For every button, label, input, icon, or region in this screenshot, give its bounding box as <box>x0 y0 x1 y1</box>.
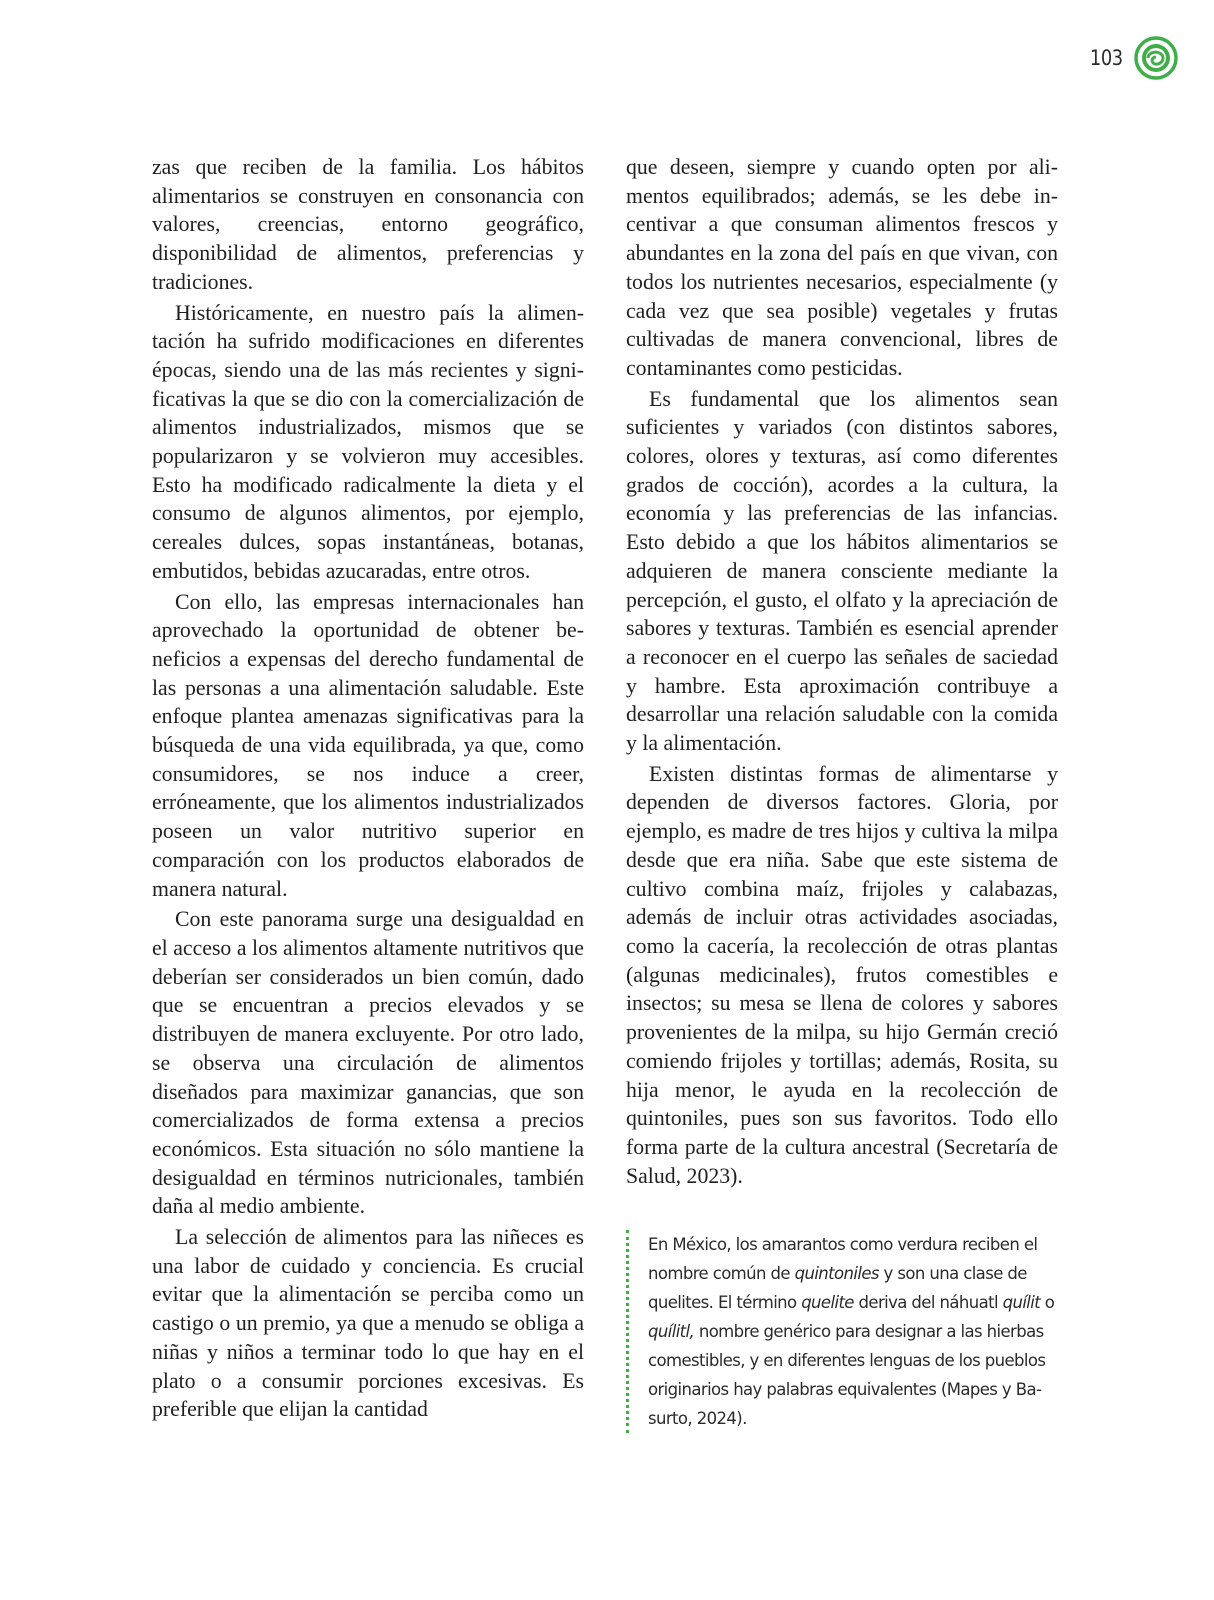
paragraph: La selección de alimentos para las niñeces es una labor de cuidado y conciencia. Es crucial evitar que la alimentación se perciba como un castigo o un premio, ya que a menudo se obliga a niñas y niños a terminar todo lo que hay en el plato o a consumir porciones excesivas. Es preferible que elijan la cantidad <box>152 1225 584 1422</box>
page-header <box>1087 36 1178 80</box>
page-number: 103 <box>1090 46 1124 70</box>
paragraph: Es fundamental que los alimentos sean suficientes y variados (con distintos sabores, colores, olores y texturas, así como diferentes grados de cocción), acordes a la cultura, la economía y las preferencias de las infancias. Esto debido a que los hábitos alimentarios se adquieren de manera consciente mediante la percepción, el gusto, el olfato y la apreciación de sabores y texturas. También es esencial aprender a reconocer en el cuerpo las señales de saciedad y hambre. Esta aproximación contribuye a desarrollar una relación saludable con la comida y la alimentación. <box>626 386 1058 756</box>
right-column <box>626 153 1058 1190</box>
paragraph: Existen distintas formas de alimentarse y dependen de diversos factores. Gloria, por ejemplo, es madre de tres hijos y cultiva la milpa desde que era niña. Sabe que este sistema de cultivo combina maíz, frijoles y calabazas, además de incluir otras actividades asociadas, como la cacería, la recolección de otras plantas (algunas medicinales), frutos comestibles e insectos; su mesa se llena de colores y sabores provenientes de la milpa, su hijo Germán creció comiendo frijoles y tortillas; además, Rosita, su hija menor, le ayuda en la recolección de quintoniles, pues son sus favoritos. Todo ello forma parte de la cultura ancestral (Secretaría de Salud, 2023). <box>626 761 1058 1188</box>
paragraph: Con ello, las empresas internacionales han aprovechado la oportunidad de obtener beneficios a expensas del derecho fundamental de las personas a una alimentación saludable. Este enfoque plantea amenazas significativas para la búsqueda de una vida equilibrada, ya que, como consumidores, se nos induce a creer, erróneamente, que los alimentos industrializados poseen un valor nutritivo superior en comparación con los productos elaborados de manera natural. <box>152 589 584 901</box>
note-text: En México, los amarantos como verdura reciben el nombre común de quintoniles y son una clase de quelites. El término quelite deriva del náhuatl quílit o quílitl, nombre genérico para designar a las hierbas comestibles, y en diferentes lenguas de los pueblos originarios hay palabras equivalentes (Mapes y Basurto, 2024). <box>648 1235 1055 1428</box>
dotted-rule <box>626 1230 629 1433</box>
paragraph: Con este panorama surge una desigualdad en el acceso a los alimentos altamente nutritivos que deberían ser considerados un bien común, dado que se encuentran a precios elevados y se distribuyen de manera excluyente. Por otro lado, se observa una circulación de alimentos diseñados para maximizar ganancias, que son comercializados de forma extensa a precios económicos. Esta situación no sólo mantiene la desigualdad en términos nutricionales, también daña al medio ambiente. <box>152 907 584 1219</box>
left-column <box>152 153 584 1424</box>
green-spiral-circle-icon <box>1134 36 1178 80</box>
side-note <box>626 1230 1058 1433</box>
paragraph: que deseen, siempre y cuando opten por alimentos equilibrados; además, se les debe incentivar a que consuman alimentos frescos y abundantes en la zona del país en que vivan, con todos los nutrientes necesarios, especialmente (y cada vez que sea posible) vegetales y frutas cultivadas de manera convencional, libres de contaminantes como pesticidas. <box>626 155 1058 380</box>
paragraph: zas que reciben de la familia. Los hábitos alimentarios se construyen en consonancia con valores, creencias, entorno geográfico, disponibilidad de alimentos, preferencias y tradiciones. <box>152 155 584 294</box>
paragraph: Históricamente, en nuestro país la alimentación ha sufrido modificaciones en diferentes épocas, siendo una de las más recientes y significativas la que se dio con la comercialización de alimentos industrializados, mismos que se popularizaron y se volvieron muy accesibles. Esto ha modificado radicalmente la dieta y el consumo de algunos alimentos, por ejemplo, cereales dulces, sopas instantáneas, botanas, embutidos, bebidas azucaradas, entre otros. <box>152 300 584 583</box>
